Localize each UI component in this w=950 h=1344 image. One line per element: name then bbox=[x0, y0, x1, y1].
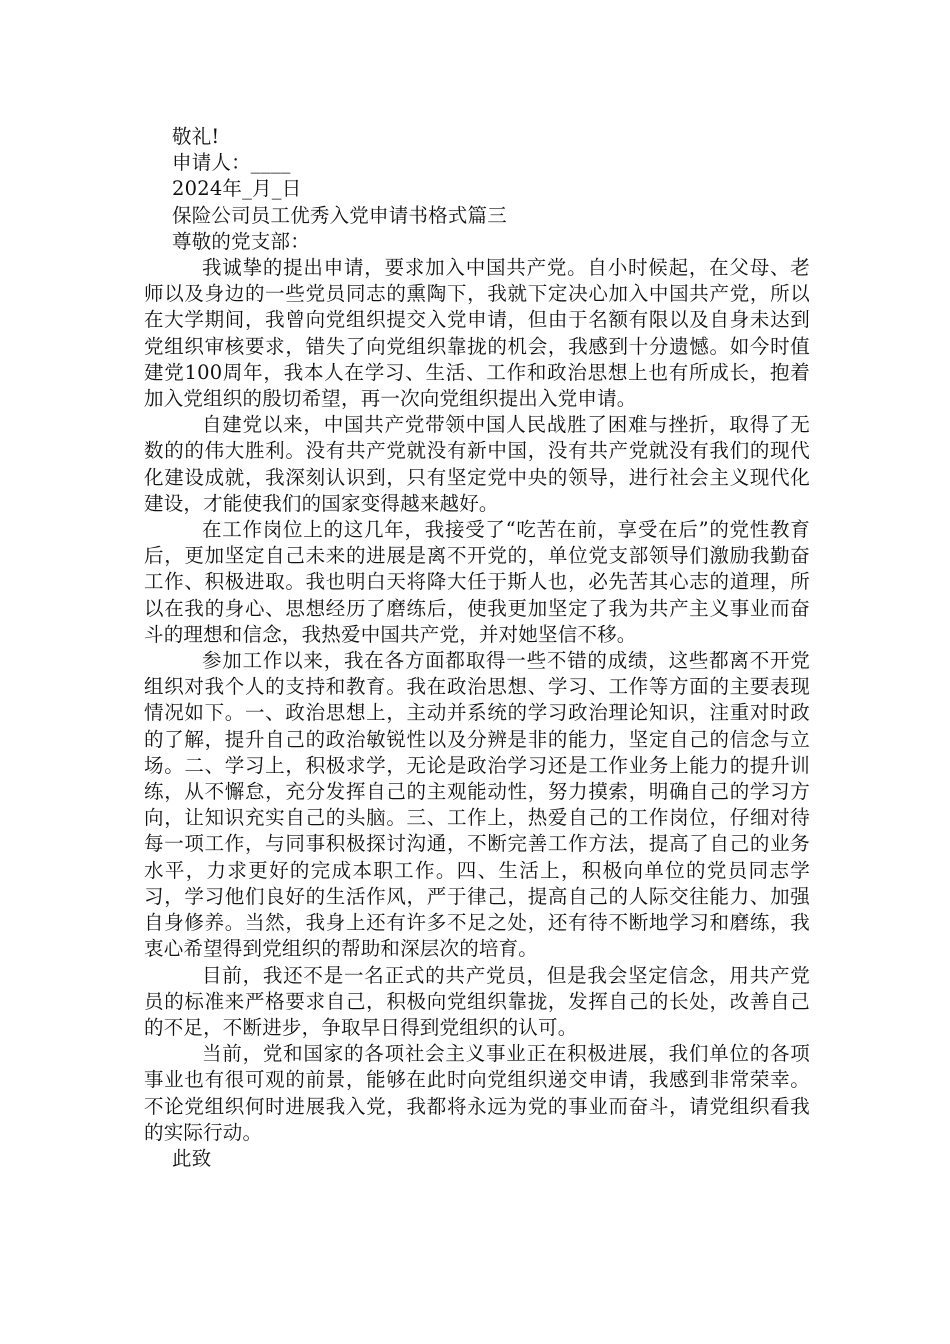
paragraph-2: 自建党以来，中国共产党带领中国人民战胜了困难与挫折，取得了无数的的伟大胜利。没有共产党就没有新中国，没有共产党就没有我们的现代化建设成就，我深刻认识到，只有坚定党中央的领导，进行社会主义现代化建设，才能使我们的国家变得越来越好。 bbox=[144, 413, 810, 515]
date-line: 2024年_月_日 bbox=[172, 177, 302, 201]
sign-off-line: 此致 bbox=[172, 1146, 212, 1170]
paragraph-4: 参加工作以来，我在各方面都取得一些不错的成绩，这些都离不开党组织对我个人的支持和教育。我在政治思想、学习、工作等方面的主要表现情况如下。一、政治思想上，主动并系统的学习政治理论知识，注重对时政的了解，提升自己的政治敏锐性以及分辨是非的能力，坚定自己的信念与立场。二、学习上，积极求学，无论是政治学习还是工作业务上能力的提升训练，从不懈怠，充分发挥自己的主观能动性，努力摸索，明确自己的学习方向，让知识充实自己的头脑。三、工作上，热爱自己的工作岗位，仔细对待每一项工作，与同事积极探讨沟通，不断完善工作方法，提高了自己的业务水平，力求更好的完成本职工作。四、生活上，积极向单位的党员同志学习，学习他们良好的生活作风，严于律己，提高自己的人际交往能力、加强自身修养。当然，我身上还有许多不足之处，还有待不断地学习和磨练，我衷心希望得到党组织的帮助和深层次的培育。 bbox=[144, 649, 810, 961]
document-body bbox=[144, 124, 810, 1172]
paragraph-5: 目前，我还不是一名正式的共产党员，但是我会坚定信念，用共产党员的标准来严格要求自己，积极向党组织靠拢，发挥自己的长处，改善自己的不足，不断进步，争取早日得到党组织的认可。 bbox=[144, 963, 810, 1039]
paragraph-1: 我诚挚的提出申请，要求加入中国共产党。自小时候起，在父母、老师以及身边的一些党员同志的熏陶下，我就下定决心加入中国共产党，所以在大学期间，我曾向党组织提交入党申请，但由于名额有限以及自身未达到党组织审核要求，错失了向党组织靠拢的机会，我感到十分遗憾。如今时值建党100周年，我本人在学习、生活、工作和政治思想上也有所成长，抱着加入党组织的殷切希望，再一次向党组织提出入党申请。 bbox=[144, 256, 810, 411]
paragraph-6: 当前，党和国家的各项社会主义事业正在积极进展，我们单位的各项事业也有很可观的前景，能够在此时向党组织递交申请，我感到非常荣幸。不论党组织何时进展我入党，我都将永远为党的事业而奋斗，请党组织看我的实际行动。 bbox=[144, 1042, 810, 1144]
salute-line: 敬礼! bbox=[172, 125, 220, 148]
greeting-line: 尊敬的党支部： bbox=[172, 229, 310, 253]
applicant-line: 申请人：____ bbox=[172, 151, 291, 175]
paragraph-3: 在工作岗位上的这几年，我接受了“吃苦在前，享受在后”的党性教育后，更加坚定自己未来的进展是离不开党的，单位党支部领导们激励我勤奋工作、积极进取。我也明白天将降大任于斯人也，必先苦其心志的道理，所以在我的身心、思想经历了磨练后，使我更加坚定了我为共产主义事业而奋斗的理想和信念，我热爱中国共产党，并对她坚信不移。 bbox=[144, 518, 810, 646]
section-title: 保险公司员工优秀入党申请书格式篇三 bbox=[172, 203, 507, 227]
